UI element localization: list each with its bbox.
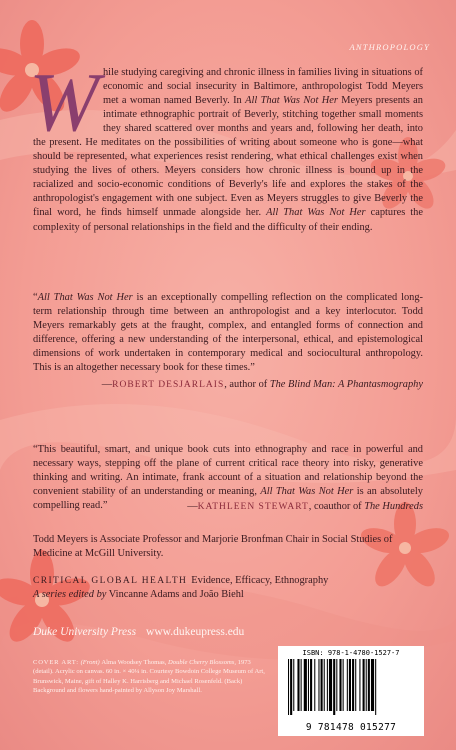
series-subtitle: Evidence, Efficacy, Ethnography [191,575,329,586]
barcode-bar [359,659,360,711]
barcode-bar [349,659,351,711]
barcode-bar [347,659,348,711]
barcode-bar [297,659,299,711]
barcode-bar [336,659,337,711]
drop-cap: W [29,56,99,149]
barcode-bar [339,659,341,711]
isbn-barcode [278,646,424,736]
cover-art-credits: COVER ART: (Front) Alma Woodsey Thomas, Double Cherry Blossoms, 1973 (detail). Acrylic on canvas. 60 in. × 40¼ in. Courtesy Bowdoin College Museum of Art, Brunswick, Maine, gift of Halley K. Harrisberg and Michael Rosenfeld. (Back) Background and flowers hand-painted by Allyson Joy Marshall. [33,659,265,695]
barcode-bar [318,659,319,711]
category-label: ANTHROPOLOGY [349,42,430,52]
blurb-text-3: captures the complexity of personal relationships in the field and the difficulty of their ending. [33,207,423,233]
book-title-italic: All That Was Not Her [266,207,366,219]
barcode-bar [371,659,374,711]
barcode-bar [288,659,289,715]
series-editors: Vincanne Adams and João Biehl [106,589,244,601]
barcode-bar [301,659,302,711]
endorser-name: KATHLEEN STEWART [197,502,309,512]
publisher-line [33,626,244,638]
description-blurb [29,56,423,235]
author-bio: Todd Meyers is Associate Professor and Marjorie Bronfman Chair in Social Studies of Medicine at McGill University. [33,534,393,560]
endorser-book: The Blind Man: A Phantasmography [269,379,423,390]
barcode-bar [375,659,376,715]
endorsement-attribution-2: —KATHLEEN STEWART, coauthor of The Hundreds [187,501,423,512]
barcode-bar [293,659,294,711]
barcode-bar [310,659,312,711]
blurb-text-2: Meyers presents an intimate ethnographic portrait of Beverly, stitching together small moments they shared scattered over months and years and, following her death, into the present. He meditates on the possibilities of writing about someone who is gone—what should be represented, what experiences resist rendering, what ethical challenges exist when studying the lives of others. Meyers considers how chronic illness is bound up in the racialized and socio-economic conditions of Beverly's life and explores the stakes of the anthropologist's engagement with one subject. Even as Meyers struggles to give Beverly the final word, he finds himself unmade alongside her. [33,95,423,219]
endorser-name: ROBERT DESJARLAIS [112,380,225,390]
barcode-digits: 9 781478 015277 [305,722,397,733]
barcode-bar [308,659,309,711]
barcode-bar [343,659,344,711]
barcode-bar [368,659,370,711]
endorsement-quote-2: “This beautiful, smart, and unique book cuts into ethnography and race in powerful and necessary ways, stepping off the plane of current critical race theory into risky, generative thinking and writing. An intimate, frank account of a situation and relationship beyond the convenient stability of an understanding or meaning, All That Was Not Her is an absolutely compelling read.” [33,444,423,512]
publisher-name: Duke University Press [33,626,137,638]
barcode-bar [352,659,354,711]
series-editors-label: A series edited by [33,589,107,601]
series-info [33,574,423,602]
barcode-bar [324,659,325,711]
barcode-bar [321,659,323,711]
barcode-bar [304,659,307,711]
isbn-number: ISBN: 978-1-4780-1527-7 [302,649,400,657]
endorsement-quote-1: “All That Was Not Her is an exceptionally compelling reflection on the complicated long-term relationship through time between an anthropologist and a key interlocutor. Todd Meyers remarkably gets at the fraught, complex, and entangled forms of connection and difference, offering a new understanding of the interpersonal, ethical, and epistemological dimensions of work undertaken in contemporary medical and sociocultural anthropology. This is an altogether necessary book for these times.” [33,292,424,374]
barcode-bar [363,659,365,711]
barcode-bars [288,659,414,715]
barcode-bar [290,659,292,715]
blurb-text-1: hile studying caregiving and chronic illness in families living in situations of economic and social insecurity in Baltimore, anthropologist Todd Meyers met a woman named Beverly. In [102,67,423,107]
endorser-book: The Hundreds [364,501,423,512]
barcode-bar [329,659,332,711]
barcode-bar [333,659,335,715]
publisher-url[interactable]: www.dukeupress.edu [146,626,245,638]
book-title-italic: All That Was Not Her [37,292,133,303]
endorsement-attribution-1: —ROBERT DESJARLAIS, author of The Blind Man: A Phantasmography [101,379,423,390]
series-name: CRITICAL GLOBAL HEALTH [33,576,188,586]
barcode-bar [314,659,315,711]
book-title-italic: All That Was Not Her [260,486,354,498]
barcode-bar [327,659,328,711]
barcode-bar [366,659,367,711]
barcode-bar [355,659,356,711]
book-title-italic: All That Was Not Her [245,95,338,107]
